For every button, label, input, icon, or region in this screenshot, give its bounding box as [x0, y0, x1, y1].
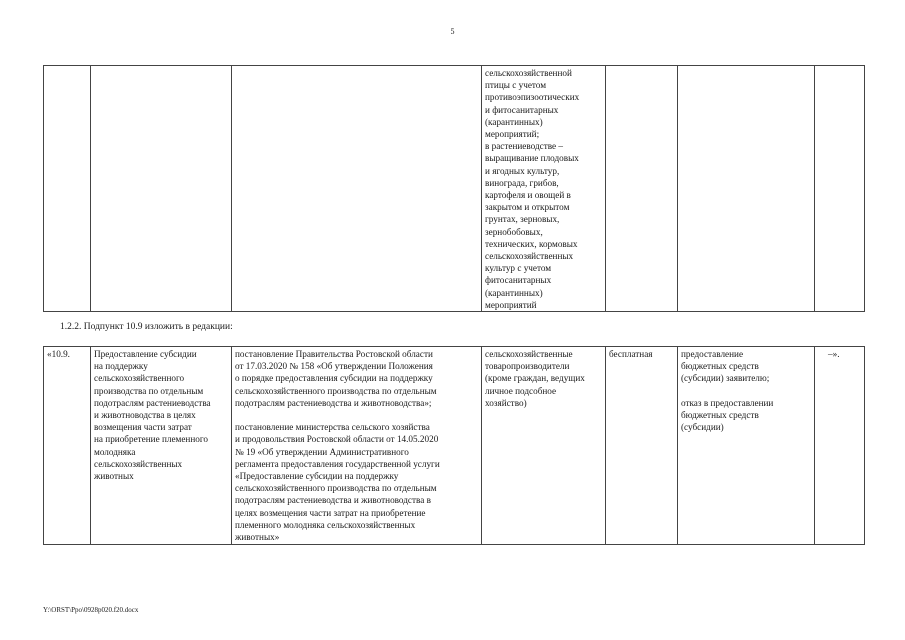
text-line: отказ в предоставлении — [681, 397, 774, 408]
text-line: от 17.03.2020 № 158 «Об утверждении Положения — [235, 361, 433, 372]
text-line: товаропроизводители — [485, 361, 570, 372]
text-line: (субсидии) заявителю; — [681, 373, 770, 384]
cell-extra — [815, 66, 865, 312]
page-number: 5 — [450, 27, 455, 36]
text-line: сельскохозяйственные — [485, 349, 573, 359]
text-line: № 19 «Об утверждении Административного — [235, 446, 409, 457]
cell-basis — [232, 66, 482, 312]
text-line: закрытом и открытом — [485, 202, 570, 213]
paragraph-gap — [235, 409, 478, 421]
text-line: животных» — [235, 532, 280, 543]
text-line: картофеля и овощей в — [485, 190, 571, 201]
text-line: племенного молодняка сельскохозяйственных — [235, 519, 416, 530]
text-line: технических, кормовых — [485, 238, 578, 249]
text-line: регламента предоставления государственной услуги — [235, 458, 440, 469]
text-line: производства по отдельным — [94, 385, 204, 396]
text-line: подотраслям растениеводства и животноводства в — [235, 495, 431, 506]
text-line: и ягодных культур, — [485, 165, 560, 176]
text-line: (карантинных) — [485, 287, 543, 298]
cell-result — [678, 66, 815, 312]
file-path-footer: Y:\ORST\Ppo\0928p020.f20.docx — [43, 606, 139, 614]
subpoint-heading: 1.2.2. Подпункт 10.9 изложить в редакции: — [60, 322, 233, 332]
text-line: целях возмещения части затрат на приобретение — [235, 507, 426, 518]
text-line: личное подсобное — [485, 385, 557, 396]
text-line: грунтах, зерновых, — [485, 214, 560, 225]
text-line: животных — [94, 471, 134, 482]
text-line: на приобретение племенного — [94, 434, 208, 445]
text-line: возмещения части затрат — [94, 422, 192, 433]
text-line: бюджетных средств — [681, 410, 759, 420]
cell-recipients — [482, 66, 606, 312]
cell-basis — [232, 347, 482, 545]
text-line: о порядке предоставления субсидии на поддержку — [235, 373, 433, 384]
closing-mark: –». — [828, 349, 840, 359]
cell-number — [44, 347, 91, 545]
text-line: предоставление — [681, 349, 744, 359]
cell-payment — [606, 66, 678, 312]
text-line: птицы с учетом — [485, 80, 547, 91]
table-row — [44, 66, 865, 312]
table-continued — [43, 65, 865, 312]
text-line: постановление министерства сельского хозяйства — [235, 422, 430, 433]
text-line: сельскохозяйственных — [485, 251, 574, 262]
text-line: постановление Правительства Ростовской области — [235, 349, 433, 359]
text-line: мероприятий; — [485, 129, 540, 140]
cell-number — [44, 66, 91, 312]
payment-text: бесплатная — [609, 349, 653, 359]
text-line: зернобобовых, — [485, 226, 543, 237]
text-line: и животноводства в целях — [94, 410, 196, 421]
text-line: Предоставление субсидии — [94, 349, 197, 359]
table-row — [44, 347, 865, 545]
cell-name — [91, 347, 232, 545]
text-line: противоэпизоотических — [485, 92, 580, 103]
text-line: молодняка — [94, 446, 136, 457]
row-number: «10.9. — [47, 349, 70, 359]
text-line: и фитосанитарных — [485, 104, 559, 115]
text-line: подотраслям растениеводства — [94, 397, 211, 408]
cell-recipients — [482, 347, 606, 545]
text-line: «Предоставление субсидии на поддержку — [235, 471, 399, 482]
text-line: и продовольствия Ростовской области от 14.05.2020 — [235, 434, 439, 445]
text-line: мероприятий — [485, 299, 537, 310]
table-new-edition — [43, 346, 865, 545]
cell-payment — [606, 347, 678, 545]
text-line: сельскохозяйственной — [485, 68, 572, 78]
text-line: (карантинных) — [485, 116, 543, 127]
text-line: винограда, грибов, — [485, 177, 559, 188]
cell-extra — [815, 347, 865, 545]
cell-name — [91, 66, 232, 312]
text-line: подотраслям растениеводства и животноводства»; — [235, 397, 432, 408]
text-line: на поддержку — [94, 361, 148, 372]
paragraph-gap — [681, 385, 811, 397]
text-line: в растениеводстве – — [485, 141, 564, 152]
text-line: сельскохозяйственных — [94, 458, 183, 469]
cell-result — [678, 347, 815, 545]
text-line: (кроме граждан, ведущих — [485, 373, 585, 384]
text-line: бюджетных средств — [681, 361, 759, 372]
text-line: фитосанитарных — [485, 275, 552, 286]
text-line: хозяйство) — [485, 397, 527, 408]
text-line: сельскохозяйственного — [94, 373, 185, 384]
text-line: сельскохозяйственного производства по отдельным — [235, 385, 437, 396]
text-line: культур с учетом — [485, 263, 552, 274]
text-line: сельскохозяйственного производства по отдельным — [235, 483, 437, 494]
text-line: (субсидии) — [681, 422, 724, 433]
text-line: выращивание плодовых — [485, 153, 579, 164]
